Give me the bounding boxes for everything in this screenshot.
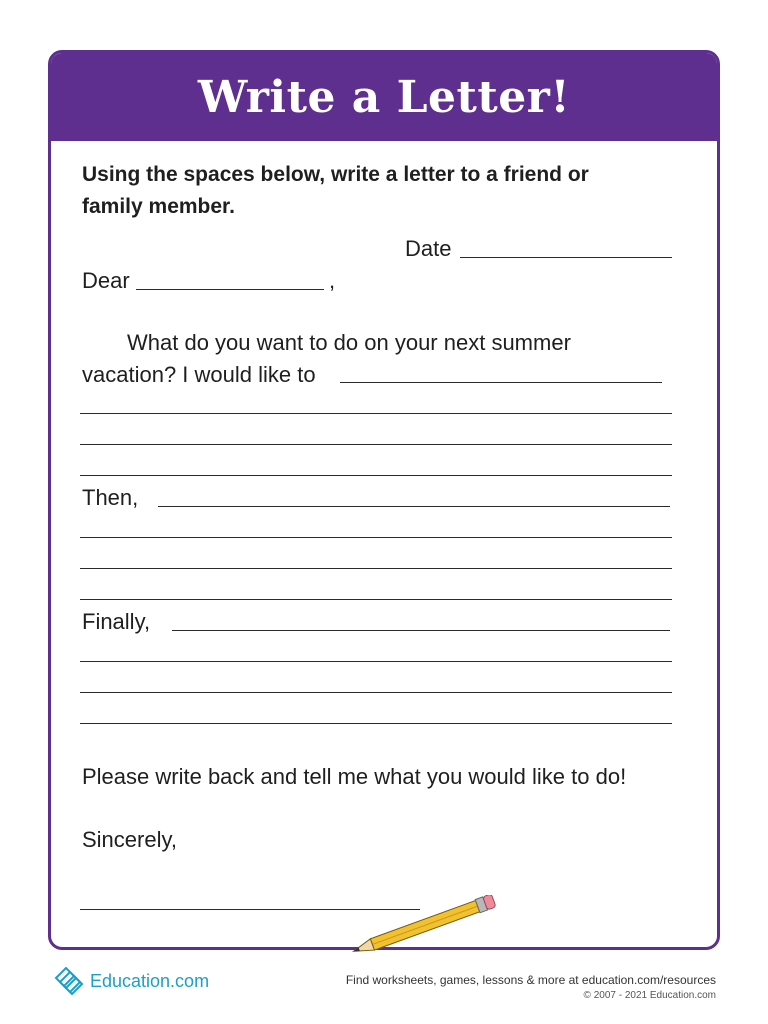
then-line-1[interactable]: [158, 506, 670, 507]
brand-name: Education.com: [90, 970, 210, 991]
worksheet-title: Write a Letter!: [197, 71, 571, 123]
then-line-4[interactable]: [80, 599, 672, 600]
finally-line-4[interactable]: [80, 723, 672, 724]
instructions-line-1: Using the spaces below, write a letter to a friend or: [82, 163, 589, 186]
writing-line-4[interactable]: [80, 475, 672, 476]
then-label: Then,: [82, 485, 139, 510]
then-line-2[interactable]: [80, 537, 672, 538]
writing-line-3[interactable]: [80, 444, 672, 445]
recipient-line[interactable]: [136, 289, 324, 290]
finally-line-2[interactable]: [80, 661, 672, 662]
instructions-line-2: family member.: [82, 195, 235, 218]
education-logo-icon: [52, 964, 86, 998]
prompt-line-2: vacation? I would like to: [82, 362, 316, 387]
date-line[interactable]: [460, 257, 672, 258]
education-logo[interactable]: [52, 964, 209, 998]
prompt-line-1: What do you want to do on your next summer: [127, 330, 571, 355]
closing-request: Please write back and tell me what you would like to do!: [82, 764, 627, 789]
finally-label: Finally,: [82, 609, 151, 634]
footer-copyright: © 2007 - 2021 Education.com: [583, 990, 716, 1001]
dear-comma: ,: [329, 268, 336, 293]
then-line-3[interactable]: [80, 568, 672, 569]
sign-off: Sincerely,: [82, 827, 177, 852]
dear-label: Dear: [82, 268, 130, 293]
writing-line-1[interactable]: [340, 382, 662, 383]
pencil-icon: [330, 895, 500, 965]
finally-line-1[interactable]: [172, 630, 670, 631]
title-banner: [51, 53, 717, 141]
writing-line-2[interactable]: [80, 413, 672, 414]
footer-tagline[interactable]: Find worksheets, games, lessons & more at education.com/resources: [345, 973, 716, 987]
finally-line-3[interactable]: [80, 692, 672, 693]
date-label: Date: [405, 236, 452, 261]
